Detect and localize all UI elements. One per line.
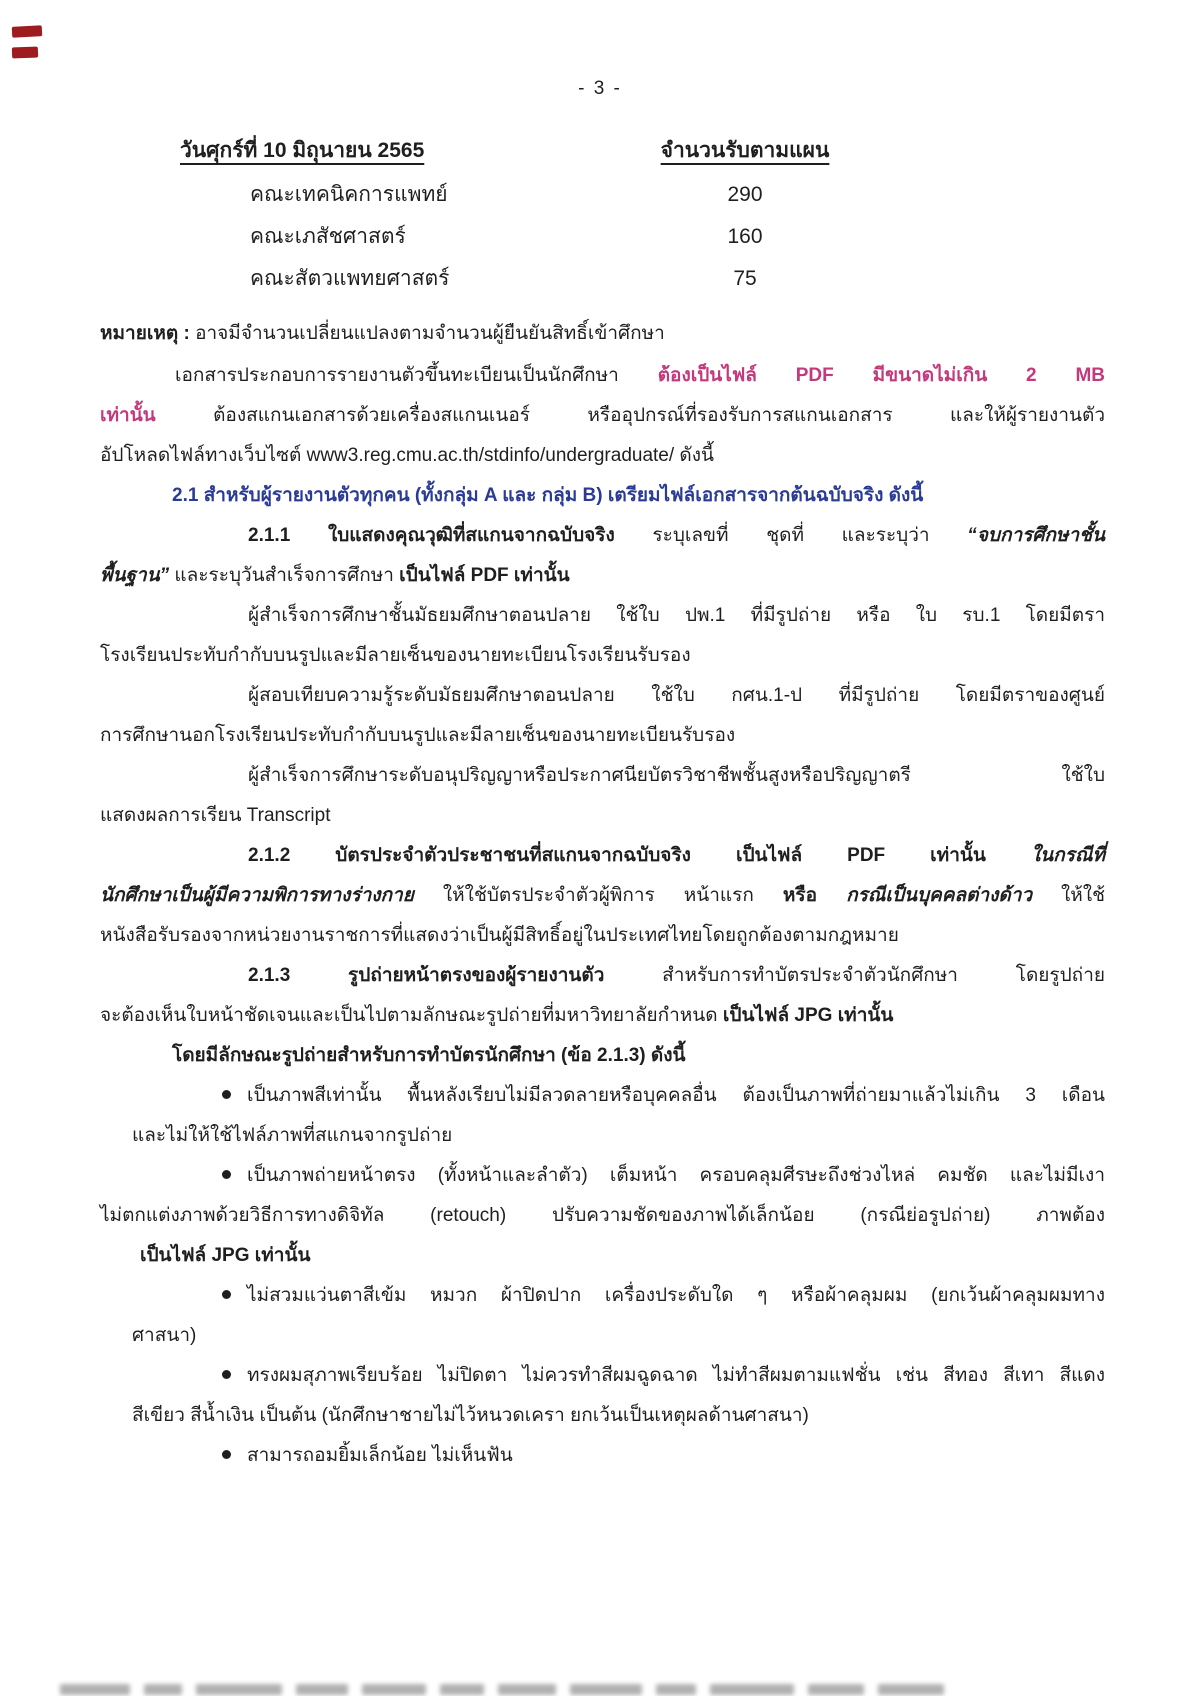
rule-text: ไม่สวมแว่นตาสีเข้ม หมวก ผ้าปิดปาก เครื่องประดับใด ๆ หรือผ้าคลุมผม (ยกเว้นผ้าคลุมผมทาง	[247, 1285, 1105, 1306]
column-header-quota: จำนวนรับตามแผน	[660, 139, 830, 162]
item-text: การศึกษานอกโรงเรียนประทับกำกับบนรูปและมีลายเซ็นของนายทะเบียนรับรอง	[100, 725, 736, 746]
item-2-1-1-sub-1-line-2	[100, 636, 1105, 676]
item-emphasis-text: ในกรณีที่	[985, 845, 1105, 866]
photo-rule-bullet	[100, 1436, 1105, 1476]
note-label: หมายเหตุ :	[100, 323, 196, 344]
rule-text: ทรงผมสุภาพเรียบร้อย ไม่ปิดตา ไม่ควรทำสีผมฉูดฉาด ไม่ทำสีผมตามแฟชั่น เช่น สีทอง สีเทา สีแดง	[247, 1365, 1105, 1386]
item-2-1-1-line-2	[100, 556, 1105, 596]
rule-text: สีเขียว สีน้ำเงิน เป็นต้น (นักศึกษาชายไม่ไว้หนวดเครา ยกเว้นเป็นเหตุผลด้านศาสนา)	[132, 1405, 809, 1426]
item-text: และระบุวันสำเร็จการศึกษา	[169, 565, 400, 586]
rule-text: เป็นภาพสีเท่านั้น พื้นหลังเรียบไม่มีลวดลายหรือบุคคลอื่น ต้องเป็นภาพที่ถ่ายมาแล้วไม่เกิน 3 เดือน	[247, 1085, 1105, 1106]
item-text: ระบุเลขที่ ชุดที่ และระบุว่า	[614, 525, 968, 546]
item-2-1-2-line-3	[100, 916, 1105, 956]
item-emphasis-text: กรณีเป็นบุคคลต่างด้าว	[846, 885, 1033, 906]
upload-url-text: www3.reg.cmu.ac.th/stdinfo/undergraduate/	[306, 445, 675, 466]
photo-rule-bullet	[100, 1356, 1105, 1396]
quota-value: 290	[727, 183, 763, 206]
item-2-1-2-line-1	[100, 836, 1105, 876]
item-emphasis-text: นักศึกษาเป็นผู้มีความพิการทางร่างกาย	[100, 885, 414, 906]
document-body	[100, 0, 1105, 1476]
intro-text: ดังนี้	[674, 445, 715, 466]
item-2-1-1-sub-2-line-2	[100, 716, 1105, 756]
red-scan-mark-icon	[12, 47, 38, 59]
photo-rule-continuation	[100, 1396, 1105, 1436]
red-scan-mark-icon	[12, 25, 43, 38]
item-2-1-3-line-2	[100, 996, 1105, 1036]
item-2-1-1-sub-1-line-1	[100, 596, 1105, 636]
item-title-text: 2.1.2 บัตรประจำตัวประชาชนที่สแกนจากฉบับจริง เป็นไฟล์ PDF เท่านั้น	[248, 845, 986, 866]
cut-off-text-artifact	[60, 1682, 1010, 1695]
faculty-name: คณะเทคนิคการแพทย์	[250, 183, 448, 206]
photo-rule-continuation	[100, 1316, 1105, 1356]
photo-spec-heading	[100, 1036, 1105, 1076]
table-header-row	[100, 128, 1105, 174]
faculty-name: คณะเภสัชศาสตร์	[250, 225, 406, 248]
intro-text: เอกสารประกอบการรายงานตัวขึ้นทะเบียนเป็นนักศึกษา	[175, 365, 658, 386]
bullet-icon	[222, 1370, 231, 1379]
column-header-date: วันศุกร์ที่ 10 มิถุนายน 2565	[180, 139, 425, 162]
admission-quota-table	[100, 128, 1105, 300]
rule-text: และไม่ให้ใช้ไฟล์ภาพที่สแกนจากรูปถ่าย	[132, 1125, 453, 1146]
photo-rule-bullet	[100, 1156, 1105, 1196]
bullet-icon	[222, 1450, 231, 1459]
item-text: ให้ใช้บัตรประจำตัวผู้พิการ หน้าแรก	[413, 885, 783, 906]
item-2-1-1-sub-3-line-2	[100, 796, 1105, 836]
item-text: แสดงผลการเรียน Transcript	[100, 805, 331, 826]
intro-line-1	[100, 356, 1105, 396]
item-text: โรงเรียนประทับกำกับบนรูปและมีลายเซ็นของนายทะเบียนโรงเรียนรับรอง	[100, 645, 691, 666]
note-text: อาจมีจำนวนเปลี่ยนแปลงตามจำนวนผู้ยืนยันสิทธิ์เข้าศึกษา	[195, 323, 665, 344]
rule-text: ไม่ตกแต่งภาพด้วยวิธีการทางดิจิทัล (retouch) ปรับความชัดของภาพได้เล็กน้อย (กรณีย่อรูปถ่าย) ภาพต้อง	[100, 1205, 1105, 1226]
pdf-requirement-highlight: ต้องเป็นไฟล์ PDF มีขนาดไม่เกิน 2 MB	[657, 365, 1106, 386]
quota-value: 75	[733, 267, 757, 290]
item-2-1-2-line-2	[100, 876, 1105, 916]
quota-value: 160	[727, 225, 763, 248]
item-text: ผู้สำเร็จการศึกษาระดับอนุปริญญาหรือประกาศนียบัตรวิชาชีพชั้นสูงหรือปริญญาตรี ใช้ใบ	[248, 765, 1105, 786]
section-heading-text: 2.1 สำหรับผู้รายงานตัวทุกคน (ทั้งกลุ่ม A และ กลุ่ม B) เตรียมไฟล์เอกสารจากต้นฉบับจริง ดังนี้	[172, 485, 924, 506]
faculty-name: คณะสัตวแพทยศาสตร์	[250, 267, 450, 290]
rule-text: เป็นภาพถ่ายหน้าตรง (ทั้งหน้าและลำตัว) เต็มหน้า ครอบคลุมศีรษะถึงช่วงไหล่ คมชัด และไม่มีเงา	[247, 1165, 1105, 1186]
section-2-1-heading	[100, 476, 1105, 516]
item-bold-text: เป็นไฟล์ JPG เท่านั้น	[722, 1005, 894, 1026]
photo-rule-continuation	[100, 1116, 1105, 1156]
bullet-icon	[222, 1090, 231, 1099]
item-text: สำหรับการทำบัตรประจำตัวนักศึกษา โดยรูปถ่าย	[604, 965, 1105, 986]
photo-rule-bullet	[100, 1076, 1105, 1116]
item-text: จะต้องเห็นใบหน้าชัดเจนและเป็นไปตามลักษณะรูปถ่ายที่มหาวิทยาลัยกำหนด	[100, 1005, 723, 1026]
rule-bold-text: เป็นไฟล์ JPG เท่านั้น	[140, 1245, 311, 1266]
photo-rule-continuation	[100, 1236, 1105, 1276]
item-title-text: 2.1.3 รูปถ่ายหน้าตรงของผู้รายงานตัว	[248, 965, 605, 986]
item-2-1-1-sub-3-line-1	[100, 756, 1105, 796]
item-emphasis-text: พื้นฐาน”	[100, 565, 170, 586]
item-text: ผู้สำเร็จการศึกษาชั้นมัธยมศึกษาตอนปลาย ใช้ใบ ปพ.1 ที่มีรูปถ่าย หรือ ใบ รบ.1 โดยมีตรา	[248, 605, 1105, 626]
table-row	[100, 216, 1105, 258]
intro-text: ต้องสแกนเอกสารด้วยเครื่องสแกนเนอร์ หรืออุปกรณ์ที่รองรับการสแกนเอกสาร และให้ผู้รายงานตัว	[155, 405, 1105, 426]
item-2-1-3-line-1	[100, 956, 1105, 996]
item-title-text: 2.1.1 ใบแสดงคุณวุฒิที่สแกนจากฉบับจริง	[248, 525, 615, 546]
rule-text: สามารถอมยิ้มเล็กน้อย ไม่เห็นฟัน	[247, 1445, 513, 1466]
item-2-1-1-line-1	[100, 516, 1105, 556]
item-text: ให้ใช้	[1032, 885, 1106, 906]
intro-line-3	[100, 436, 1105, 476]
photo-rule-continuation	[100, 1196, 1105, 1236]
bullet-icon	[222, 1290, 231, 1299]
photo-spec-heading-text: โดยมีลักษณะรูปถ่ายสำหรับการทำบัตรนักศึกษา (ข้อ 2.1.3) ดังนี้	[172, 1045, 686, 1066]
note-line	[100, 314, 1105, 354]
bullet-icon	[222, 1170, 231, 1179]
table-row	[100, 174, 1105, 216]
item-emphasis-text: “จบการศึกษาชั้น	[967, 525, 1105, 546]
table-row	[100, 258, 1105, 300]
item-bold-text: เป็นไฟล์ PDF เท่านั้น	[399, 565, 570, 586]
item-2-1-1-sub-2-line-1	[100, 676, 1105, 716]
page-number: - 3 -	[578, 78, 622, 99]
rule-text: ศาสนา)	[132, 1325, 197, 1346]
item-bold-text: หรือ	[782, 885, 847, 906]
item-text: ผู้สอบเทียบความรู้ระดับมัธยมศึกษาตอนปลาย ใช้ใบ กศน.1-ป ที่มีรูปถ่าย โดยมีตราของศูนย์	[248, 685, 1105, 706]
item-text: หนังสือรับรองจากหน่วยงานราชการที่แสดงว่าเป็นผู้มีสิทธิ์อยู่ในประเทศไทยโดยถูกต้องตามกฎหมาย	[100, 925, 899, 946]
intro-text: อัปโหลดไฟล์ทางเว็บไซต์	[100, 445, 307, 466]
photo-rule-bullet	[100, 1276, 1105, 1316]
intro-line-2	[100, 396, 1105, 436]
pdf-requirement-highlight: เท่านั้น	[100, 405, 156, 426]
